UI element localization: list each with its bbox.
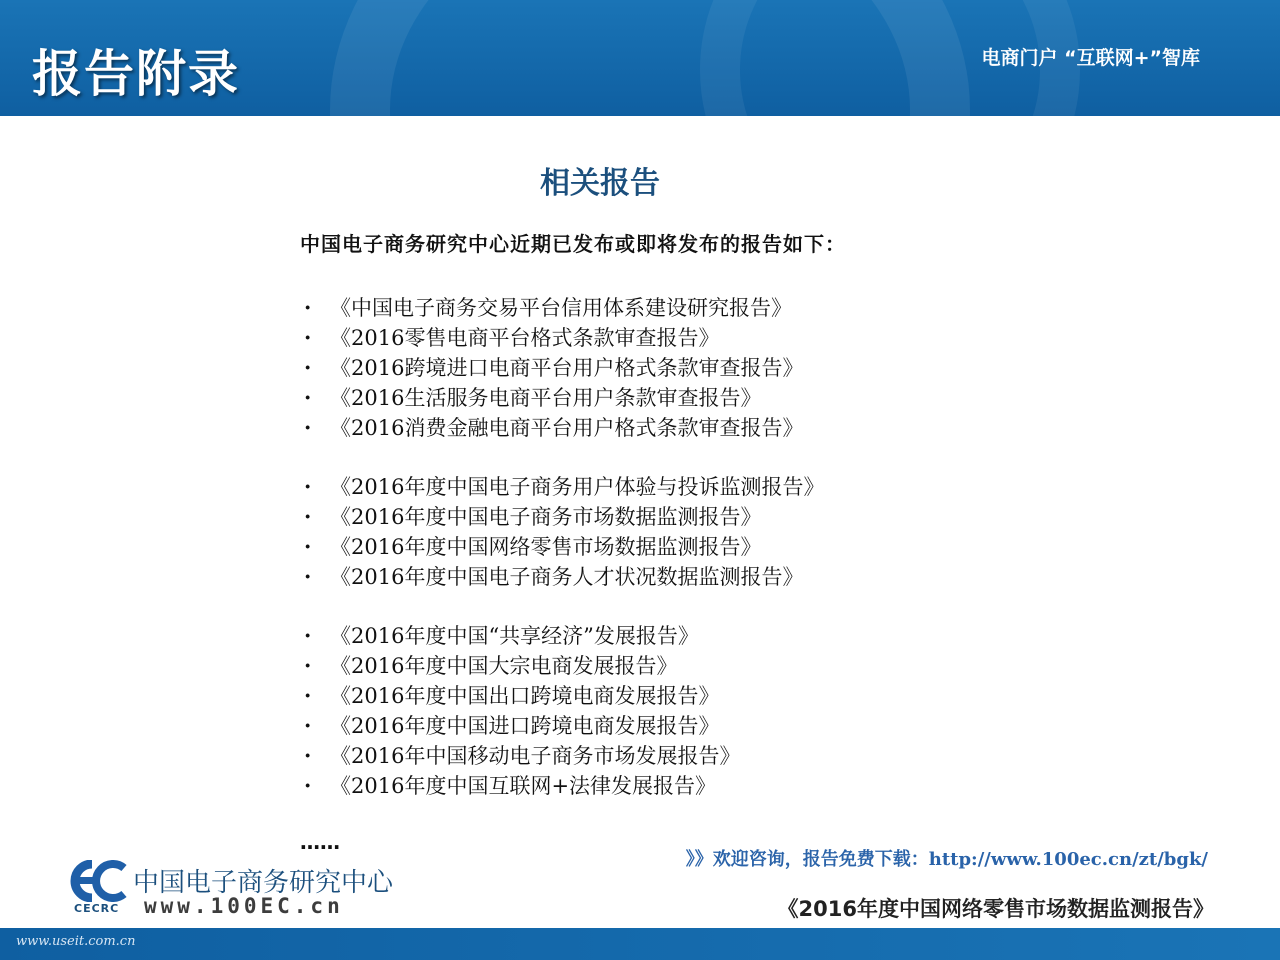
bullet: · — [304, 653, 312, 678]
report-item — [304, 711, 740, 741]
report-item — [304, 413, 803, 443]
report-group-2 — [304, 472, 824, 592]
bullet: · — [304, 385, 312, 410]
bullet: · — [304, 355, 312, 380]
report-item — [304, 353, 803, 383]
report-title: 《2016年度中国进口跨境电商发展报告》 — [330, 714, 720, 738]
report-item — [304, 741, 740, 771]
report-title: 《2016年度中国电子商务市场数据监测报告》 — [330, 505, 762, 529]
report-item — [304, 293, 803, 323]
report-title: 《2016零售电商平台格式条款审查报告》 — [330, 326, 720, 350]
bullet: · — [304, 773, 312, 798]
bullet: · — [304, 743, 312, 768]
header-banner — [0, 0, 1280, 116]
report-title: 《2016年度中国“共享经济”发展报告》 — [330, 624, 699, 648]
report-item — [304, 621, 740, 651]
intro-text: 中国电子商务研究中心近期已发布或即将发布的报告如下： — [300, 232, 846, 256]
bullet: · — [304, 474, 312, 499]
bullet: · — [304, 623, 312, 648]
bullet: · — [304, 415, 312, 440]
report-title: 《2016年度中国出口跨境电商发展报告》 — [330, 684, 720, 708]
report-title: 《2016年度中国互联网+法律发展报告》 — [330, 774, 717, 798]
report-item — [304, 681, 740, 711]
more-ellipsis: …… — [300, 830, 340, 854]
report-group-1 — [304, 293, 803, 443]
bullet: · — [304, 325, 312, 350]
org-url[interactable]: www.100EC.cn — [144, 894, 344, 918]
bullet: · — [304, 295, 312, 320]
report-item — [304, 562, 824, 592]
report-title: 《2016消费金融电商平台用户格式条款审查报告》 — [330, 416, 804, 440]
report-group-3 — [304, 621, 740, 801]
report-item — [304, 651, 740, 681]
report-item — [304, 532, 824, 562]
report-title: 《2016生活服务电商平台用户条款审查报告》 — [330, 386, 762, 410]
report-item — [304, 323, 803, 353]
download-link[interactable]: 》》欢迎咨询，报告免费下载：http://www.100ec.cn/zt/bgk/ — [685, 849, 1208, 870]
ec-logo-icon — [70, 860, 130, 902]
current-report-title: 《2016年度中国网络零售市场数据监测报告》 — [777, 897, 1214, 921]
report-item — [304, 502, 824, 532]
report-item — [304, 383, 803, 413]
report-item — [304, 771, 740, 801]
org-name: 中国电子商务研究中心 — [133, 868, 394, 898]
brand-tagline: 电商门户 “互联网+”智库 — [981, 47, 1200, 69]
report-title: 《2016年度中国电子商务用户体验与投诉监测报告》 — [330, 475, 825, 499]
report-title: 《2016跨境进口电商平台用户格式条款审查报告》 — [330, 356, 804, 380]
bullet: · — [304, 504, 312, 529]
section-title: 相关报告 — [540, 166, 660, 201]
bullet: · — [304, 564, 312, 589]
logo-abbreviation: CECRC — [74, 902, 120, 915]
bullet: · — [304, 534, 312, 559]
bullet: · — [304, 683, 312, 708]
report-title: 《中国电子商务交易平台信用体系建设研究报告》 — [330, 296, 792, 320]
report-title: 《2016年中国移动电子商务市场发展报告》 — [330, 744, 741, 768]
report-item — [304, 472, 824, 502]
report-title: 《2016年度中国网络零售市场数据监测报告》 — [330, 535, 762, 559]
page-title: 报告附录 — [32, 45, 240, 103]
report-title: 《2016年度中国大宗电商发展报告》 — [330, 654, 678, 678]
watermark: www.useit.com.cn — [16, 934, 136, 949]
report-title: 《2016年度中国电子商务人才状况数据监测报告》 — [330, 565, 804, 589]
bullet: · — [304, 713, 312, 738]
footer-bar — [0, 928, 1280, 960]
